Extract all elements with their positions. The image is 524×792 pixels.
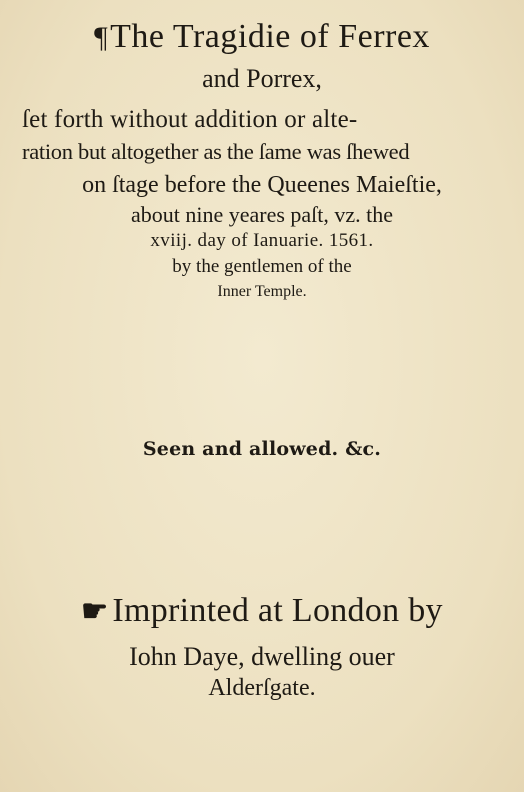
play-title — [0, 18, 524, 56]
imprint-text: Imprinted at London by — [112, 592, 443, 629]
play-title-continued: and Porrex, — [202, 64, 322, 93]
description-line-1: ſet forth without addition or alte- — [22, 106, 358, 133]
description-line-6: by the gentlemen of the — [172, 256, 352, 277]
imprint-line-3: Alderſgate. — [208, 675, 316, 701]
imprint-line-2: Iohn Daye, dwelling ouer — [129, 642, 395, 671]
description-line-2: ration but altogether as the ſame was ſhewed — [22, 139, 410, 164]
play-title-text: The Tragidie of Ferrex — [110, 18, 430, 55]
description-line-4: about nine yeares paſt, vz. the — [130, 202, 394, 227]
pilcrow-icon: ¶ — [94, 21, 109, 54]
imprint-line-1 — [0, 592, 524, 630]
description-line-5: xviij. day of Ianuarie. 1561. — [150, 230, 374, 251]
license-statement: Seen and allowed. &c. — [142, 438, 382, 460]
pointing-hand-icon: ☛ — [81, 595, 109, 628]
description-line-7: Inner Temple. — [217, 283, 307, 300]
description-line-3: on ſtage before the Queenes Maieſtie, — [82, 172, 442, 198]
